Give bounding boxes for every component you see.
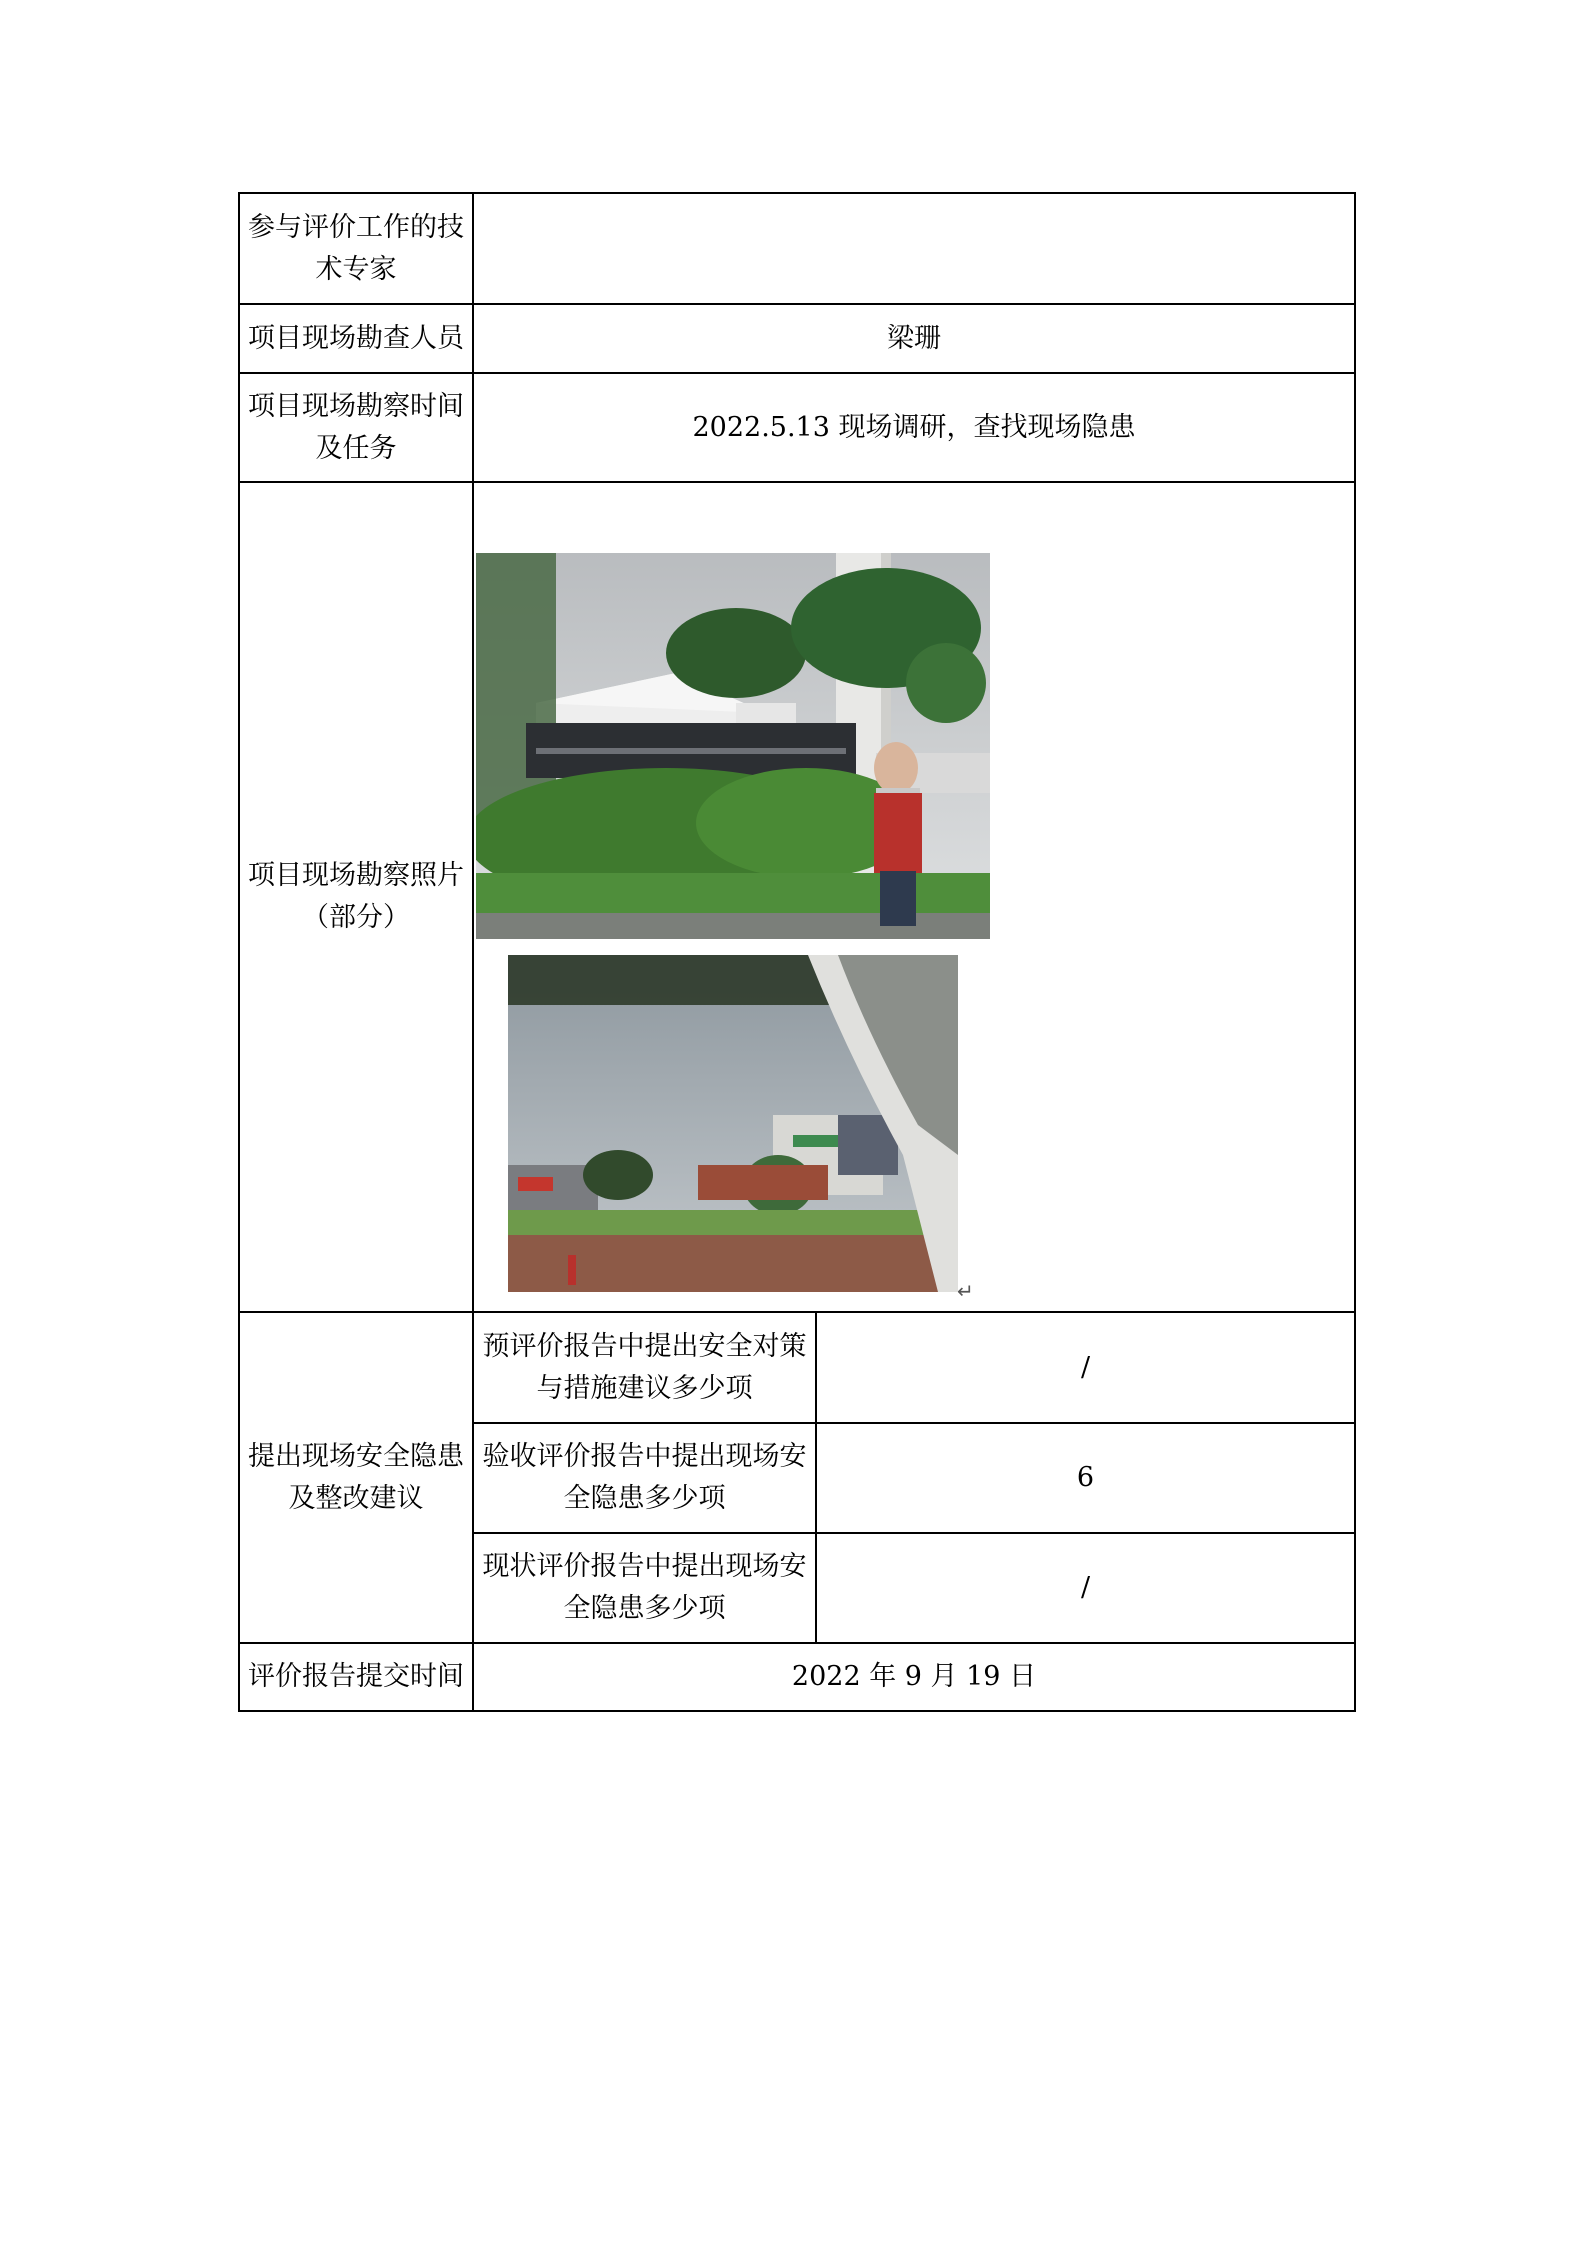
row-submit	[239, 1643, 1355, 1711]
row-photos	[239, 482, 1355, 1312]
inspector-label: 项目现场勘查人员	[239, 304, 473, 373]
experts-value	[473, 193, 1355, 304]
submit-value: 2022 年 9 月 19 日	[473, 1643, 1355, 1711]
row-experts	[239, 193, 1355, 304]
photos-label: 项目现场勘察照片（部分）	[239, 482, 473, 1312]
hazard-acceptance-value: 6	[816, 1423, 1355, 1533]
photos-cell	[473, 482, 1355, 1312]
hazard-acceptance-label: 验收评价报告中提出现场安全隐患多少项	[473, 1423, 816, 1533]
hazard-status-value: /	[816, 1533, 1355, 1643]
row-hazard-pre	[239, 1312, 1355, 1423]
site-photo-gate	[476, 553, 990, 939]
row-inspector	[239, 304, 1355, 373]
hazard-pre-value: /	[816, 1312, 1355, 1423]
experts-label: 参与评价工作的技术专家	[239, 193, 473, 304]
inspector-value: 梁珊	[473, 304, 1355, 373]
hazard-pre-label: 预评价报告中提出安全对策与措施建议多少项	[473, 1312, 816, 1423]
submit-label: 评价报告提交时间	[239, 1643, 473, 1711]
hazards-label: 提出现场安全隐患及整改建议	[239, 1312, 473, 1643]
time-task-value: 2022.5.13 现场调研，查找现场隐患	[473, 373, 1355, 482]
row-time-task	[239, 373, 1355, 482]
site-photo-yard	[508, 955, 958, 1292]
time-task-label: 项目现场勘察时间及任务	[239, 373, 473, 482]
hazard-status-label: 现状评价报告中提出现场安全隐患多少项	[473, 1533, 816, 1643]
evaluation-info-table	[238, 192, 1356, 1712]
paragraph-return-mark: ↵	[957, 1279, 974, 1303]
